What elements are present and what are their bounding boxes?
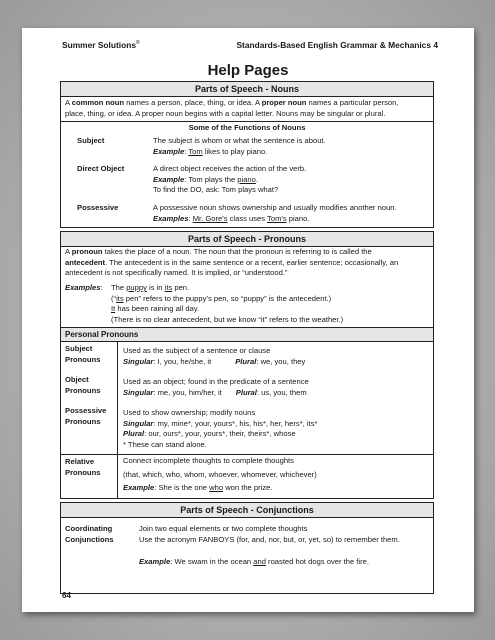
object-pronouns-desc: Used as an object; found in the predicate of a sentence Singular: me, you, him/her, it Plural: us, you, them <box>123 377 309 397</box>
object-pronouns-label: Object Pronouns <box>65 375 101 395</box>
relative-pronouns-label: Relative Pronouns <box>65 457 101 477</box>
noun-possessive-label: Possessive <box>77 203 119 212</box>
noun-possessive-desc: A possessive noun shows ownership and usually modifies another noun. Examples: Mr. Gore's class uses Tom's piano. <box>153 203 397 223</box>
subject-pronouns-desc: Used as the subject of a sentence or clause Singular: I, you, he/she, it Plural: we, you, they <box>123 346 306 366</box>
relative-pronouns-desc: Connect incomplete thoughts to complete thoughts (that, which, who, whom, whoever, whomever, whichever) Example: She is the one who won the prize. <box>123 456 317 493</box>
nouns-section <box>60 81 434 228</box>
pronoun-examples: The puppy is in its pen. (“its pen” refers to the puppy’s pen, so “puppy” is the antecedent.) It has been raining all day. (There is no clear antecedent, but we know “it” refers to the weather.) <box>111 283 344 324</box>
page-title: Help Pages <box>207 62 289 79</box>
noun-subject-desc: The subject is whom or what the sentence is about. Example: Tom likes to play piano. <box>153 136 326 156</box>
pronouns-section <box>60 231 434 499</box>
conjunctions-section <box>60 502 434 594</box>
possessive-pronouns-label: Possessive Pronouns <box>65 406 107 426</box>
possessive-pronouns-desc: Used to show ownership; modify nouns Singular: my, mine*, your, yours*, his, his*, her, hers*, its* Plural: our, ours*, your, yours*, their, theirs*, whose * These can stand alone. <box>123 408 318 449</box>
coordinating-conjunctions-desc: Join two equal elements or two complete thoughts Use the acronym FANBOYS (for, and, nor, but, or, yet, so) to remember them. Example: We swam in the ocean and roasted hot dogs over the fire. <box>139 524 400 567</box>
noun-direct-object-desc: A direct object receives the action of the verb. Example: Tom plays the piano. To find the DO, ask: Tom plays what? <box>153 164 307 195</box>
pronouns-intro: A pronoun takes the place of a noun. The noun that the pronoun is referring to is called the antecedent. The antecedent is in the same sentence or a recent, earlier sentence; occasionally, an antecedent is not specifically named. It is implied, or “understood.” <box>65 247 399 278</box>
running-header <box>62 40 438 50</box>
pronoun-examples-label: Examples: <box>65 283 103 292</box>
nouns-intro: A common noun names a person, place, thing, or idea. A proper noun names a particular person, place, thing, or idea. A proper noun begins with a capital letter. Nouns may be singular or plural. <box>65 98 399 118</box>
header-right: Standards-Based English Grammar & Mechanics 4 <box>236 40 438 50</box>
coordinating-conjunctions-label: Coordinating Conjunctions <box>65 524 114 544</box>
header-left: Summer Solutions© <box>62 40 140 50</box>
nouns-heading: Parts of Speech - Nouns <box>61 82 433 97</box>
document-page <box>22 28 474 612</box>
personal-pronouns-heading: Personal Pronouns <box>61 328 433 341</box>
page-number: 64 <box>62 591 71 600</box>
pronouns-heading: Parts of Speech - Pronouns <box>61 232 433 247</box>
noun-direct-object-label: Direct Object <box>77 164 125 173</box>
conjunctions-heading: Parts of Speech - Conjunctions <box>61 503 433 518</box>
noun-subject-label: Subject <box>77 136 105 145</box>
subject-pronouns-label: Subject Pronouns <box>65 344 101 364</box>
functions-heading: Some of the Functions of Nouns <box>188 123 306 132</box>
